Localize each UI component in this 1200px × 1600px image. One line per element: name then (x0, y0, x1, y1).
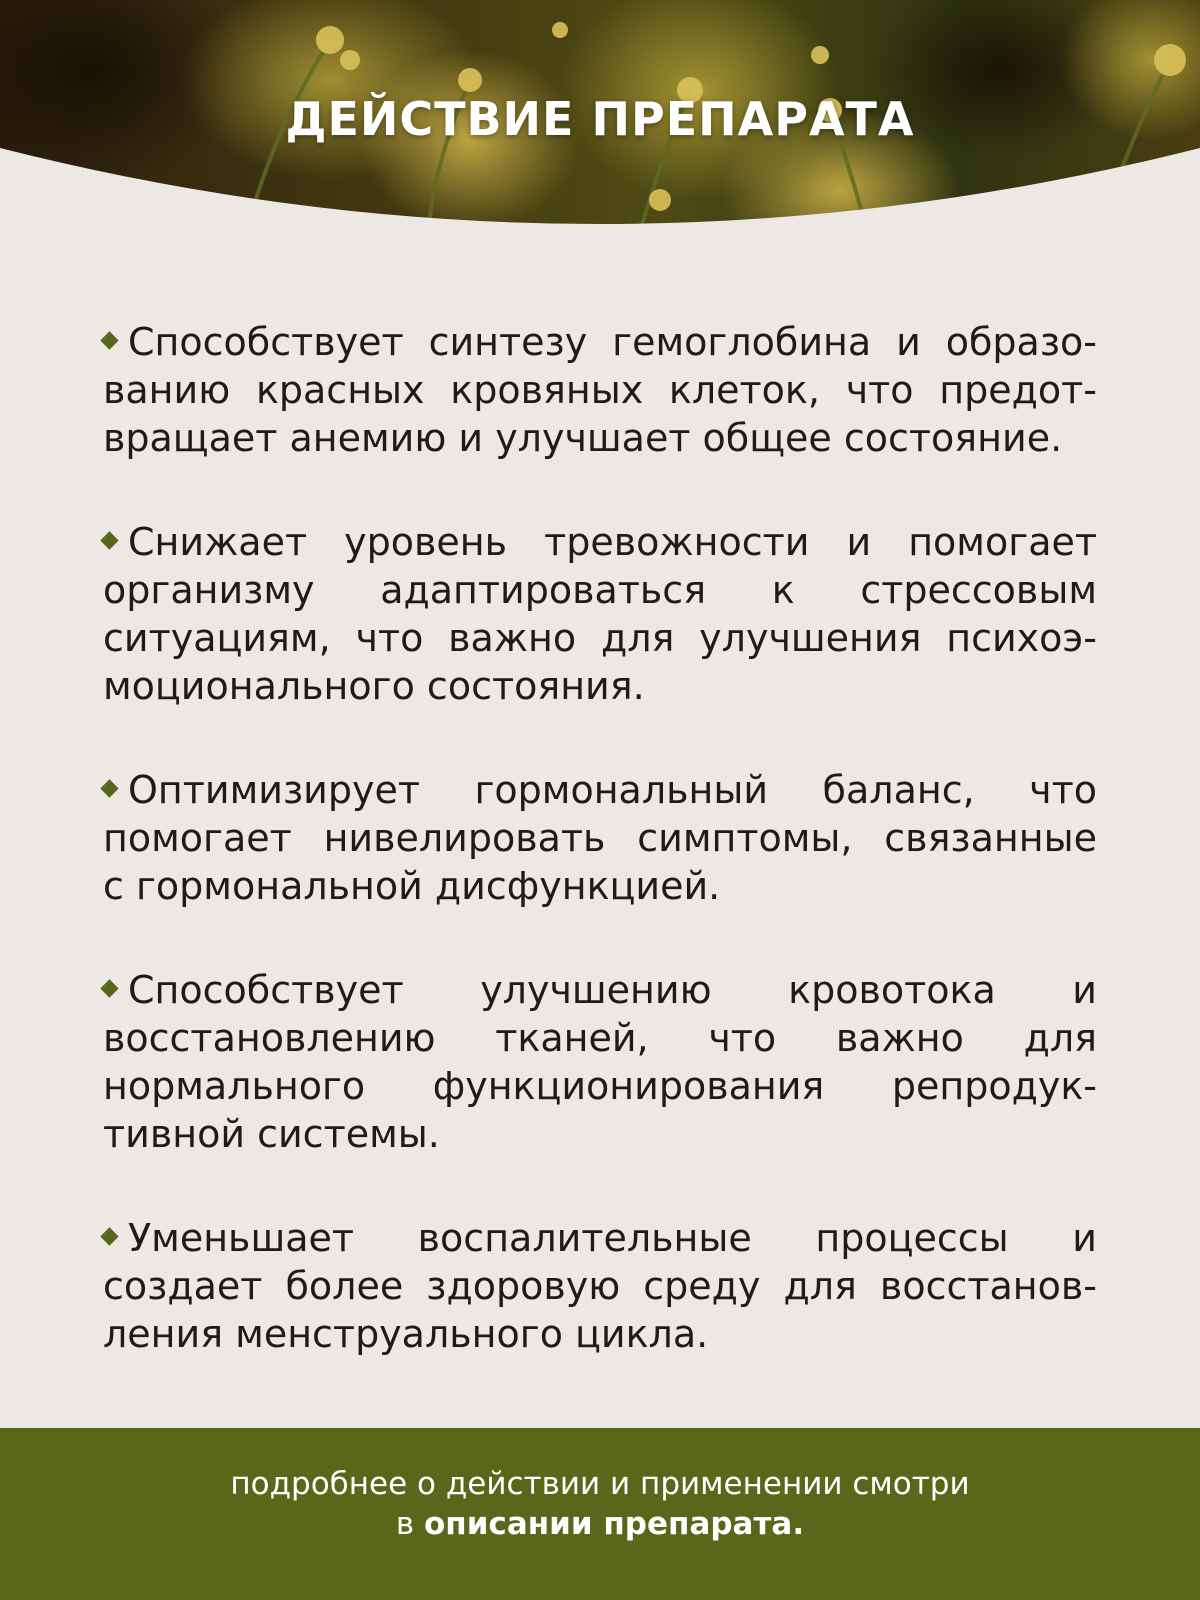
list-item-text: тивной системы. (103, 1112, 440, 1156)
hero-banner (0, 0, 1200, 300)
list-item-text: ления менструального цикла. (103, 1312, 709, 1356)
list-item-text: Способствует улучшению кровотока и (128, 968, 1097, 1012)
list-item-text: с гормональной дисфункцией. (103, 864, 721, 908)
footer-link-text: описании препарата. (424, 1506, 805, 1542)
list-item-text: моционального состояния. (103, 664, 645, 708)
list-item-text: Оптимизирует гормональный баланс, что (128, 768, 1097, 812)
footer-text-line: подробнее о действии и применении смотри (230, 1466, 970, 1502)
footer-text-line (0, 1504, 1200, 1544)
list-item (103, 966, 1097, 1158)
list-item-text: вращает анемию и улучшает общее состояние. (103, 416, 1063, 460)
list-item-text: ванию красных кровяных клеток, что предот- (103, 368, 1097, 412)
diamond-bullet-icon (100, 979, 118, 997)
list-item-text: восстановлению тканей, что важно для (103, 1016, 1097, 1060)
benefits-list (103, 318, 1097, 1414)
list-item (103, 1214, 1097, 1358)
list-item-text: организму адаптироваться к стрессовым (103, 568, 1097, 612)
diamond-bullet-icon (100, 1227, 118, 1245)
diamond-bullet-icon (100, 779, 118, 797)
list-item (103, 318, 1097, 462)
footer-prefix: в (395, 1506, 415, 1542)
list-item-text: ситуациям, что важно для улучшения психоэ- (103, 616, 1097, 660)
list-item-text: помогает нивелировать симптомы, связанные (103, 816, 1097, 860)
herb-photo-background (0, 0, 1200, 300)
list-item-text: нормального функционирования репродук- (103, 1064, 1097, 1108)
list-item (103, 766, 1097, 910)
diamond-bullet-icon (100, 531, 118, 549)
list-item-text: Способствует синтезу гемоглобина и образо- (128, 320, 1097, 364)
list-item-text: Уменьшает воспалительные процессы и (128, 1216, 1097, 1260)
list-item-text: создает более здоровую среду для восстанов- (103, 1264, 1097, 1308)
footer-banner (0, 1428, 1200, 1600)
diamond-bullet-icon (100, 331, 118, 349)
page-title: ДЕЙСТВИЕ ПРЕПАРАТА (285, 92, 915, 146)
list-item (103, 518, 1097, 710)
list-item-text: Снижает уровень тревожности и помогает (128, 520, 1097, 564)
